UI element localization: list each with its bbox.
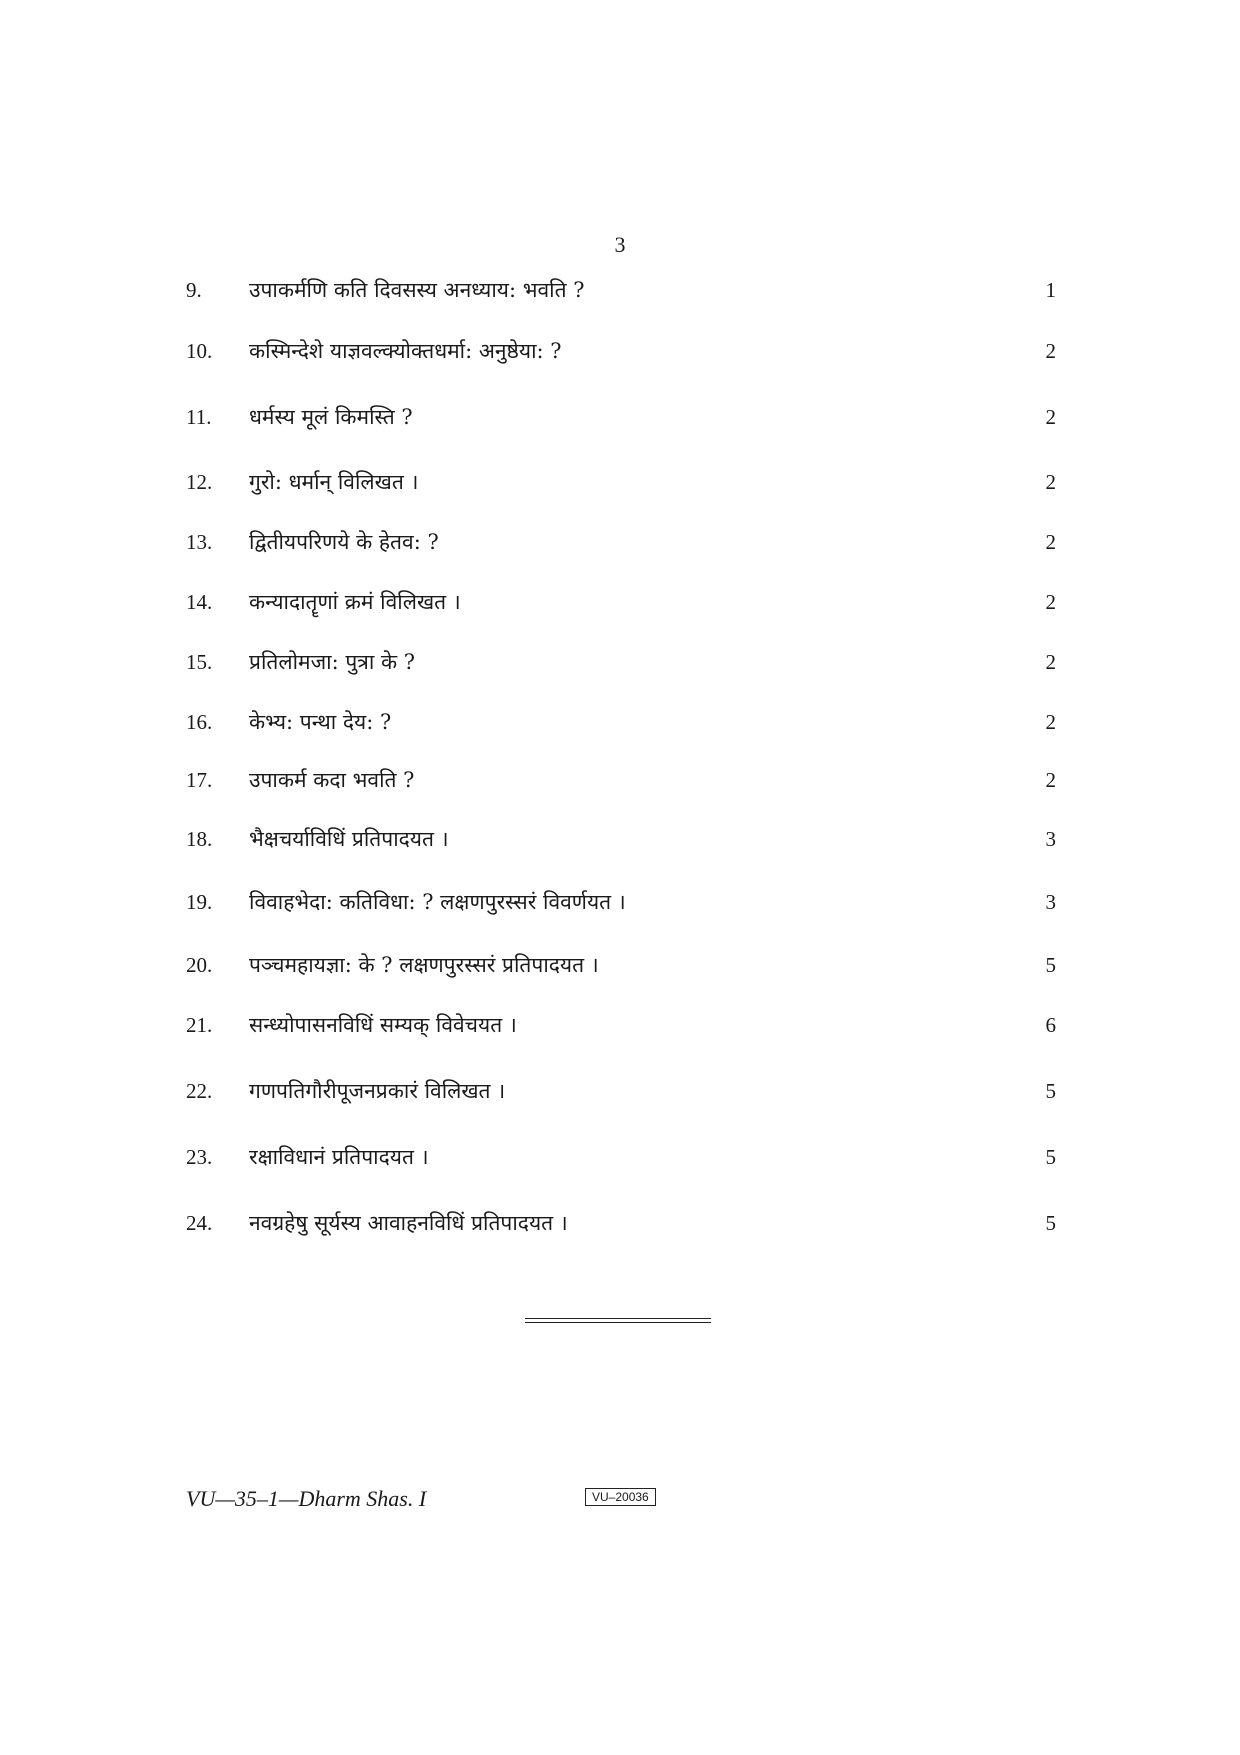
question-number: 23. [186,1145,213,1169]
question-number: 16. [186,710,213,734]
question-row [186,822,1056,856]
question-marks: 3 [1045,827,1056,851]
question-text: भैक्षचर्याविधिं प्रतिपादयत । [249,827,449,851]
question-row [186,885,1056,919]
question-text: विवाहभेदा: कतिविधा: ? लक्षणपुरस्सरं विवर्णयत । [249,890,626,914]
question-text: द्वितीयपरिणये के हेतव: ? [249,530,439,554]
question-number: 10. [186,339,213,363]
question-row [186,1008,1056,1042]
question-text: धर्मस्य मूलं किमस्ति ? [249,405,413,429]
question-marks: 2 [1045,530,1056,554]
question-row [186,763,1056,797]
question-row [186,1206,1056,1240]
question-text: रक्षाविधानं प्रतिपादयत । [249,1145,429,1169]
question-text: गुरो: धर्मान् विलिखत । [249,470,419,494]
question-text: केभ्य: पन्था देय: ? [249,710,392,734]
question-row [186,273,1056,307]
end-of-paper-rule [525,1318,711,1323]
question-row [186,948,1056,982]
question-marks: 2 [1045,590,1056,614]
question-marks: 1 [1045,278,1056,302]
question-number: 24. [186,1211,213,1235]
question-text: सन्ध्योपासनविधिं सम्यक् विवेचयत । [249,1013,517,1037]
question-number: 18. [186,827,213,851]
question-marks: 6 [1045,1013,1056,1037]
question-text: कस्मिन्देशे याज्ञवल्क्योक्तधर्मा: अनुष्ठेया: ? [249,339,562,363]
question-number: 14. [186,590,213,614]
question-marks: 2 [1045,710,1056,734]
question-number: 9. [186,278,202,302]
question-text: नवग्रहेषु सूर्यस्य आवाहनविधिं प्रतिपादयत । [249,1211,568,1235]
question-row [186,400,1056,434]
question-number: 20. [186,953,213,977]
question-number: 17. [186,768,213,792]
question-text: प्रतिलोमजा: पुत्रा के ? [249,650,416,674]
question-number: 19. [186,890,213,914]
question-marks: 5 [1045,1145,1056,1169]
paper-code: VU—35–1—Dharm Shas. I [186,1486,427,1511]
question-number: 12. [186,470,213,494]
question-marks: 2 [1045,470,1056,494]
question-number: 15. [186,650,213,674]
question-row [186,705,1056,739]
question-marks: 5 [1045,1079,1056,1103]
question-text: उपाकर्मणि कति दिवसस्य अनध्याय: भवति ? [249,278,585,302]
question-marks: 2 [1045,768,1056,792]
question-number: 22. [186,1079,213,1103]
question-marks: 5 [1045,1211,1056,1235]
question-marks: 5 [1045,953,1056,977]
question-text: कन्यादातॄणां क्रमं विलिखत । [249,590,461,614]
paper-code-badge: VU–20036 [585,1488,656,1506]
question-row [186,1074,1056,1108]
question-marks: 3 [1045,890,1056,914]
question-row [186,465,1056,499]
question-row [186,585,1056,619]
question-text: पञ्चमहायज्ञा: के ? लक्षणपुरस्सरं प्रतिपादयत । [249,953,599,977]
question-text: गणपतिगौरीपूजनप्रकारं विलिखत । [249,1079,506,1103]
question-text: उपाकर्म कदा भवति ? [249,768,415,792]
question-row [186,334,1056,368]
question-marks: 2 [1045,339,1056,363]
question-number: 13. [186,530,213,554]
question-number: 21. [186,1013,213,1037]
question-marks: 2 [1045,650,1056,674]
page-number: 3 [614,232,626,257]
question-row [186,525,1056,559]
question-row [186,1140,1056,1174]
question-marks: 2 [1045,405,1056,429]
question-row [186,645,1056,679]
question-number: 11. [186,405,212,429]
